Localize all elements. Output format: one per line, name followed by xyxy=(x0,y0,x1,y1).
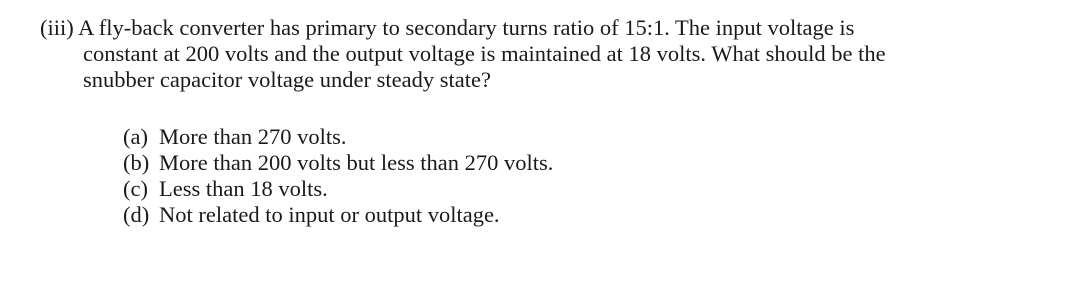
option-d-label: (d) xyxy=(123,202,150,227)
option-a-text: More than 270 volts. xyxy=(159,124,347,149)
option-b xyxy=(123,150,553,176)
option-c-text: Less than 18 volts. xyxy=(159,176,328,201)
option-a-label: (a) xyxy=(123,124,148,149)
option-b-label: (b) xyxy=(123,150,150,175)
option-a xyxy=(123,124,553,150)
question-block xyxy=(40,15,1050,93)
option-c-label: (c) xyxy=(123,176,148,201)
question-text-line-3: snubber capacitor voltage under steady state? xyxy=(83,67,491,92)
question-text-line-2: constant at 200 volts and the output voltage is maintained at 18 volts. What should be the xyxy=(83,41,886,66)
option-b-text: More than 200 volts but less than 270 volts. xyxy=(159,150,554,175)
option-c xyxy=(123,176,553,202)
question-number: (iii) xyxy=(40,15,74,40)
answer-options xyxy=(123,124,553,228)
option-d xyxy=(123,202,553,228)
question-text-line-1: A fly-back converter has primary to secondary turns ratio of 15:1. The input voltage is xyxy=(78,15,855,40)
option-d-text: Not related to input or output voltage. xyxy=(159,202,500,227)
question-line-1 xyxy=(40,15,1050,41)
